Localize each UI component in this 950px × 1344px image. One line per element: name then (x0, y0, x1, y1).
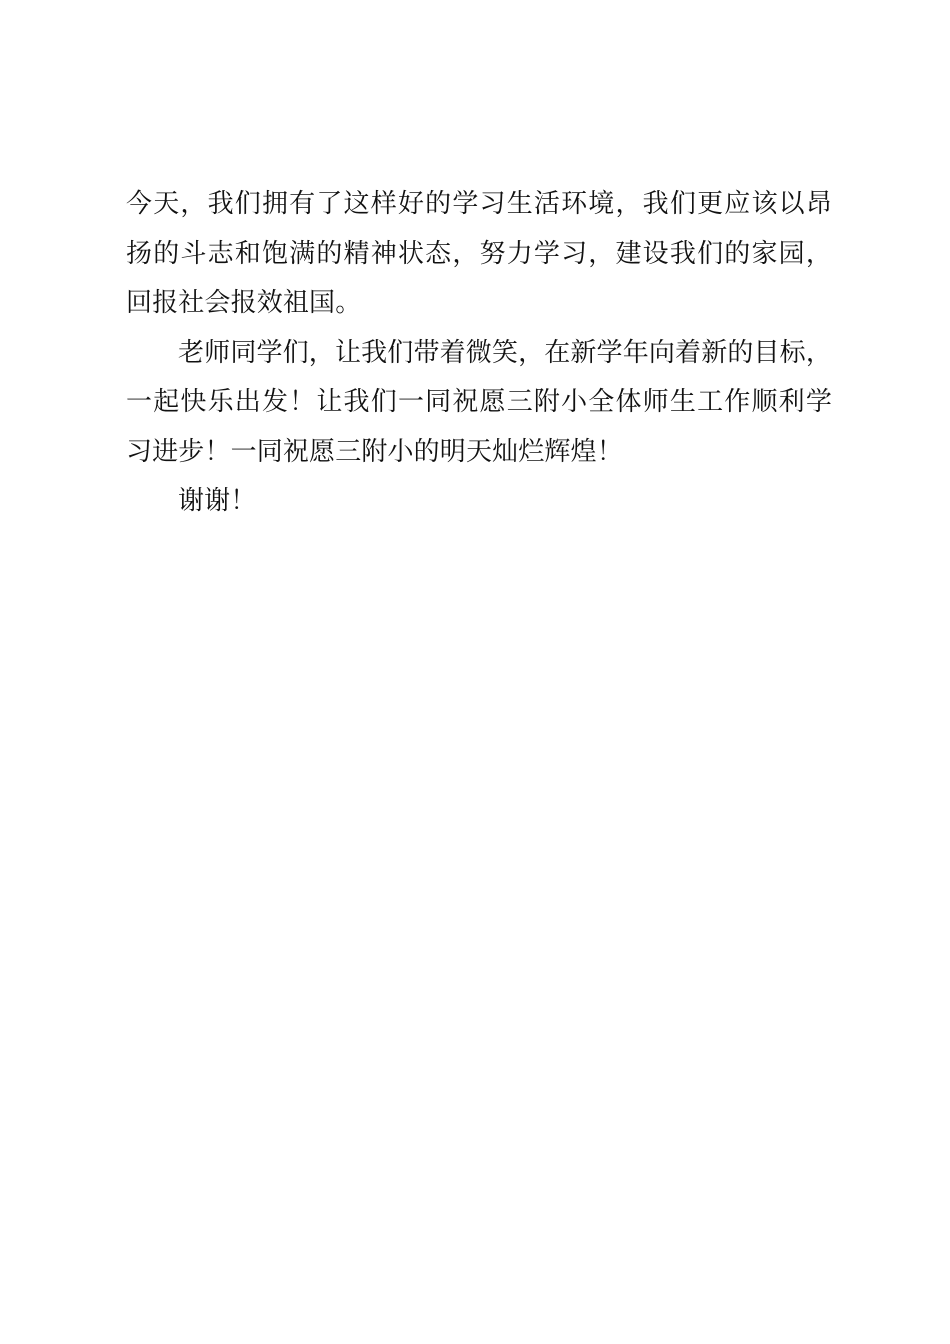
paragraph-closing-wishes: 老师同学们，让我们带着微笑，在新学年向着新的目标，一起快乐出发！让我们一同祝愿三附小全体师生工作顺利学习进步！一同祝愿三附小的明天灿烂辉煌！ (126, 337, 832, 467)
document-body (126, 180, 832, 527)
paragraph-closing-environment: 今天，我们拥有了这样好的学习生活环境，我们更应该以昂扬的斗志和饱满的精神状态，努力学习，建设我们的家园，回报社会报效祖国。 (126, 189, 832, 318)
paragraph-thanks: 谢谢！ (178, 486, 257, 516)
